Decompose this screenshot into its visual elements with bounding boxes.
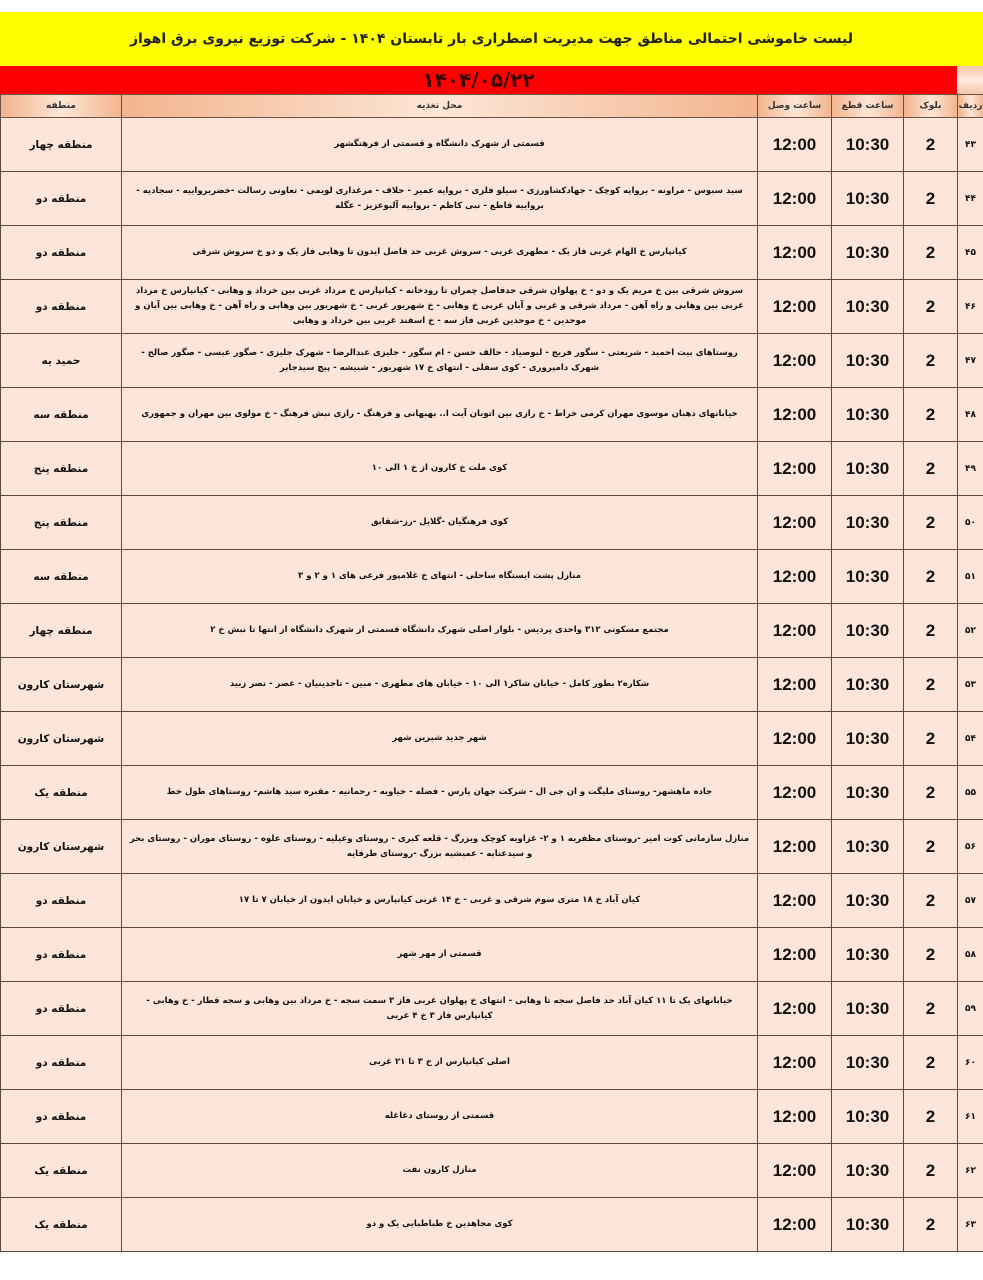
block-cell: 2	[904, 658, 958, 712]
table-row	[1, 982, 983, 1036]
location-cell: قسمتی از روستای دغاغله	[122, 1090, 758, 1144]
column-header-cut-time: ساعت قطع	[832, 95, 904, 118]
connect-time-cell: 12:00	[758, 496, 832, 550]
row-number-cell: ۴۴	[958, 172, 983, 226]
region-cell: منطقه پنج	[1, 442, 122, 496]
header-corner-cell	[957, 66, 983, 94]
connect-time-cell: 12:00	[758, 766, 832, 820]
connect-time-cell: 12:00	[758, 928, 832, 982]
row-number-cell: ۵۵	[958, 766, 983, 820]
region-cell: منطقه یک	[1, 1198, 122, 1252]
location-cell: منازل کارون نفت	[122, 1144, 758, 1198]
cut-time-cell: 10:30	[832, 1090, 904, 1144]
cut-time-cell: 10:30	[832, 982, 904, 1036]
region-cell: منطقه چهار	[1, 118, 122, 172]
location-cell: اصلی کیانپارس از خ ۳ تا ۲۱ غربی	[122, 1036, 758, 1090]
connect-time-cell: 12:00	[758, 874, 832, 928]
cut-time-cell: 10:30	[832, 874, 904, 928]
table-row	[1, 280, 983, 334]
cut-time-cell: 10:30	[832, 820, 904, 874]
cut-time-cell: 10:30	[832, 280, 904, 334]
cut-time-cell: 10:30	[832, 1198, 904, 1252]
connect-time-cell: 12:00	[758, 334, 832, 388]
table-row	[1, 226, 983, 280]
row-number-cell: ۴۷	[958, 334, 983, 388]
table-row	[1, 1090, 983, 1144]
connect-time-cell: 12:00	[758, 982, 832, 1036]
connect-time-cell: 12:00	[758, 280, 832, 334]
location-cell: خیابانهای یک تا ۱۱ کیان آباد حد فاصل سجه تا وهابی - انتهای خ پهلوان غربی فاز ۳ سمت سجه - خ مرداد بین وهابی و سجه قطار - خ وهابی - کیانپارس فاز ۳ خ ۴ غربی	[122, 982, 758, 1036]
region-cell: منطقه یک	[1, 1144, 122, 1198]
document-title	[0, 12, 983, 66]
location-cell: جاده ماهشهر- روستای ملیگت و ان جی ال - شرکت جهان پارس - فضله - حیاویه - رحمانیه - مقبره سید هاشم- روستاهای طول خط	[122, 766, 758, 820]
connect-time-cell: 12:00	[758, 1090, 832, 1144]
table-row	[1, 442, 983, 496]
column-header-connect-time: ساعت وصل	[758, 95, 832, 118]
region-cell: شهرستان کارون	[1, 820, 122, 874]
table-row	[1, 658, 983, 712]
location-cell: منازل پشت ایستگاه ساحلی - انتهای خ غلامپور فرعی های ۱ و ۲ و ۳	[122, 550, 758, 604]
connect-time-cell: 12:00	[758, 388, 832, 442]
row-number-cell: ۴۸	[958, 388, 983, 442]
region-cell: منطقه دو	[1, 928, 122, 982]
cut-time-cell: 10:30	[832, 118, 904, 172]
cut-time-cell: 10:30	[832, 766, 904, 820]
row-number-cell: ۵۶	[958, 820, 983, 874]
row-number-cell: ۵۷	[958, 874, 983, 928]
region-cell: منطقه چهار	[1, 604, 122, 658]
connect-time-cell: 12:00	[758, 604, 832, 658]
region-cell: منطقه سه	[1, 550, 122, 604]
region-cell: شهرستان کارون	[1, 658, 122, 712]
location-cell: کیان آباد خ ۱۸ متری سوم شرقی و غربی - خ ۱۴ غربی کیانپارس و خیابان ایدون از خیابان ۷ تا ۱۷	[122, 874, 758, 928]
cut-time-cell: 10:30	[832, 388, 904, 442]
table-row	[1, 496, 983, 550]
table-row	[1, 820, 983, 874]
date-text: ۱۴۰۴/۰۵/۲۲	[422, 68, 535, 92]
table-row	[1, 172, 983, 226]
cut-time-cell: 10:30	[832, 658, 904, 712]
location-cell: خیابانهای دهبان موسوی مهران کرمی خراط - خ رازی بین اتوبان آیت ا.. بهبهانی و فرهنگ - رازی نبش فرهنگ - خ مولوی بین مهران و جمهوری	[122, 388, 758, 442]
region-cell: منطقه دو	[1, 874, 122, 928]
table-row	[1, 766, 983, 820]
row-number-cell: ۵۳	[958, 658, 983, 712]
row-number-cell: ۵۹	[958, 982, 983, 1036]
block-cell: 2	[904, 442, 958, 496]
cut-time-cell: 10:30	[832, 172, 904, 226]
block-cell: 2	[904, 766, 958, 820]
table-row	[1, 712, 983, 766]
row-number-cell: ۵۰	[958, 496, 983, 550]
region-cell: منطقه یک	[1, 766, 122, 820]
location-cell: مجتمع مسکونی ۳۱۲ واحدی پردیس - بلوار اصلی شهرک دانشگاه قسمتی از شهرک دانشگاه از انتها تا نبش خ ۲	[122, 604, 758, 658]
connect-time-cell: 12:00	[758, 712, 832, 766]
block-cell: 2	[904, 820, 958, 874]
date-banner	[0, 66, 957, 94]
location-cell: کوی مجاهدین خ طباطبایی یک و دو	[122, 1198, 758, 1252]
table-row	[1, 334, 983, 388]
region-cell: منطقه دو	[1, 982, 122, 1036]
connect-time-cell: 12:00	[758, 550, 832, 604]
location-cell: کیانپارس خ الهام غربی فاز یک - مطهری غربی - سروش غربی حد فاصل ایدون تا وهابی فاز یک و دو خ سروش شرقی	[122, 226, 758, 280]
block-cell: 2	[904, 388, 958, 442]
connect-time-cell: 12:00	[758, 658, 832, 712]
cut-time-cell: 10:30	[832, 442, 904, 496]
cut-time-cell: 10:30	[832, 1144, 904, 1198]
location-cell: قسمتی از مهر شهر	[122, 928, 758, 982]
block-cell: 2	[904, 1036, 958, 1090]
table-row	[1, 604, 983, 658]
row-number-cell: ۴۳	[958, 118, 983, 172]
location-cell: روستاهای بیت احمید - شریعتی - سگور فریج - لبوصیاد - حالف حسن - ام سگور - جلیزی عبدالرضا - شهرک جلیزی - صگور عیسی - صگور صالح - شهرک دامپروری - کوی سفلی - انتهای خ ۱۷ شهریور - شبیشه - پیچ سیدجابر	[122, 334, 758, 388]
cut-time-cell: 10:30	[832, 604, 904, 658]
column-header-region: منطقه	[1, 95, 122, 118]
region-cell: منطقه دو	[1, 280, 122, 334]
location-cell: شهر جدید شیرین شهر	[122, 712, 758, 766]
block-cell: 2	[904, 172, 958, 226]
table-row	[1, 550, 983, 604]
region-cell: شهرستان کارون	[1, 712, 122, 766]
row-number-cell: ۴۵	[958, 226, 983, 280]
location-cell: سید سبوس - مراونه - بروایه کوچک - جهادکشاورزی - سیلو فلزی - بروایه عمیر - حلاف - مرغداری لویمی - تعاونی رسالت -خضربرواییه - سجادیه - برواییه قاطع - نبی کاظم - برواییه آلبوعزیز - عگله	[122, 172, 758, 226]
column-header-location: محل تغذیه	[122, 95, 758, 118]
title-text: لیست خاموشی احتمالی مناطق جهت مدیریت اضطراری بار تابستان ۱۴۰۴ - شرکت توزیع نیروی برق اهواز	[130, 31, 854, 47]
location-cell: کوی ملت خ کارون از خ ۱ الی ۱۰	[122, 442, 758, 496]
block-cell: 2	[904, 226, 958, 280]
table-row	[1, 874, 983, 928]
connect-time-cell: 12:00	[758, 226, 832, 280]
row-number-cell: ۵۱	[958, 550, 983, 604]
table-row	[1, 118, 983, 172]
cut-time-cell: 10:30	[832, 334, 904, 388]
block-cell: 2	[904, 928, 958, 982]
location-cell: قسمتی از شهرک دانشگاه و قسمتی از فرهنگشهر	[122, 118, 758, 172]
row-number-cell: ۶۲	[958, 1144, 983, 1198]
table-row	[1, 1144, 983, 1198]
connect-time-cell: 12:00	[758, 1198, 832, 1252]
block-cell: 2	[904, 280, 958, 334]
region-cell: حمید یه	[1, 334, 122, 388]
region-cell: منطقه دو	[1, 1090, 122, 1144]
region-cell: منطقه دو	[1, 1036, 122, 1090]
cut-time-cell: 10:30	[832, 1036, 904, 1090]
cut-time-cell: 10:30	[832, 550, 904, 604]
cut-time-cell: 10:30	[832, 226, 904, 280]
column-header-block: بلوک	[904, 95, 958, 118]
block-cell: 2	[904, 1198, 958, 1252]
table-row	[1, 1198, 983, 1252]
block-cell: 2	[904, 982, 958, 1036]
region-cell: منطقه دو	[1, 226, 122, 280]
connect-time-cell: 12:00	[758, 820, 832, 874]
connect-time-cell: 12:00	[758, 172, 832, 226]
block-cell: 2	[904, 334, 958, 388]
block-cell: 2	[904, 874, 958, 928]
location-cell: منازل سازمانی کوت امیر -روستای مظفریه ۱ و ۲- غزاویه کوچک وبزرگ - قلعه کبری - روستای وعیلیه - روستای علوه - روستای موران - روستای بحر و سیدعنایه - عمیشیه بزرگ -روستای طرفایه	[122, 820, 758, 874]
column-header-row: ردیف	[958, 95, 983, 118]
row-number-cell: ۵۴	[958, 712, 983, 766]
outage-schedule-table	[0, 94, 983, 1252]
location-cell: شکاره۲ بطور کامل - خیابان شاکر۱ الی ۱۰ - خیابان های مطهری - مبین - تاجدینیان - عصر - نصر زبید	[122, 658, 758, 712]
row-number-cell: ۶۰	[958, 1036, 983, 1090]
connect-time-cell: 12:00	[758, 1036, 832, 1090]
row-number-cell: ۴۹	[958, 442, 983, 496]
region-cell: منطقه سه	[1, 388, 122, 442]
cut-time-cell: 10:30	[832, 712, 904, 766]
table-row	[1, 928, 983, 982]
connect-time-cell: 12:00	[758, 118, 832, 172]
connect-time-cell: 12:00	[758, 1144, 832, 1198]
block-cell: 2	[904, 1144, 958, 1198]
table-row	[1, 1036, 983, 1090]
block-cell: 2	[904, 118, 958, 172]
row-number-cell: ۵۸	[958, 928, 983, 982]
row-number-cell: ۶۱	[958, 1090, 983, 1144]
block-cell: 2	[904, 712, 958, 766]
location-cell: سروش شرقی بین خ مریم یک و دو - خ پهلوان شرقی حدفاصل چمران تا رودخانه - کیانپارس خ مرداد غربی بین خرداد و وهابی - کیانپارس خ مرداد غربی بین وهابی و راه آهن - مرداد شرقی و غربی و آبان غربی خ وهابی - خ شهریور غربی - خ شهریور بین وهابی و راه آهن - خ وهابی بین آبان و موحدین - خ موحدین غربی فاز سه - خ اسفند غربی بین خرداد و وهابی	[122, 280, 758, 334]
table-row	[1, 388, 983, 442]
location-cell: کوی فرهنگیان -گلایل -رز-شقایق	[122, 496, 758, 550]
block-cell: 2	[904, 1090, 958, 1144]
region-cell: منطقه پنج	[1, 496, 122, 550]
cut-time-cell: 10:30	[832, 928, 904, 982]
block-cell: 2	[904, 550, 958, 604]
region-cell: منطقه دو	[1, 172, 122, 226]
block-cell: 2	[904, 496, 958, 550]
table-header-row	[1, 95, 983, 118]
row-number-cell: ۴۶	[958, 280, 983, 334]
connect-time-cell: 12:00	[758, 442, 832, 496]
row-number-cell: ۶۳	[958, 1198, 983, 1252]
row-number-cell: ۵۲	[958, 604, 983, 658]
cut-time-cell: 10:30	[832, 496, 904, 550]
block-cell: 2	[904, 604, 958, 658]
